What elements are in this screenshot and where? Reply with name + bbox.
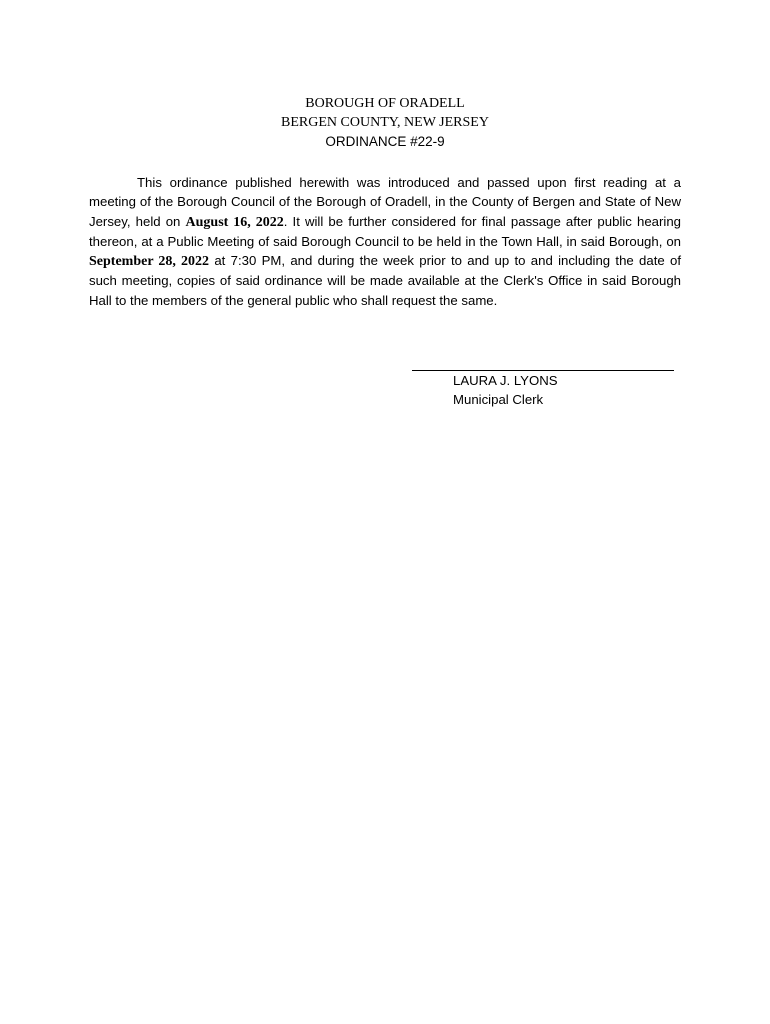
public-meeting-date: September 28, 2022	[89, 254, 210, 270]
clerk-title: Municipal Clerk	[453, 392, 544, 407]
ordinance-notice-paragraph	[89, 173, 681, 310]
notice-text-part2: . It will be further considered for final passage after public hearing thereon, at a Public Meeting of said Borough Council to be held in the Town Hall, in said Borough, on	[89, 213, 681, 249]
signature-line	[412, 358, 674, 371]
first-reading-date: August 16, 2022	[185, 214, 284, 230]
notice-text-part3: at 7:30 PM, and during the week prior to and up to and including the date of such meeting, copies of said ordinance will be made available at the Clerk's Office in said Borough Hall to the members of the general public who shall request the same.	[89, 253, 681, 308]
borough-heading: BOROUGH OF ORADELL	[305, 96, 465, 111]
county-heading: BERGEN COUNTY, NEW JERSEY	[281, 115, 489, 130]
clerk-name: LAURA J. LYONS	[453, 373, 558, 388]
notice-text-part1: This ordinance published herewith was introduced and passed upon first reading at a meeting of the Borough Council of the Borough of Oradell, in the County of Bergen and State of New Jersey, held on	[89, 175, 681, 229]
ordinance-number: ORDINANCE #22-9	[325, 134, 445, 149]
